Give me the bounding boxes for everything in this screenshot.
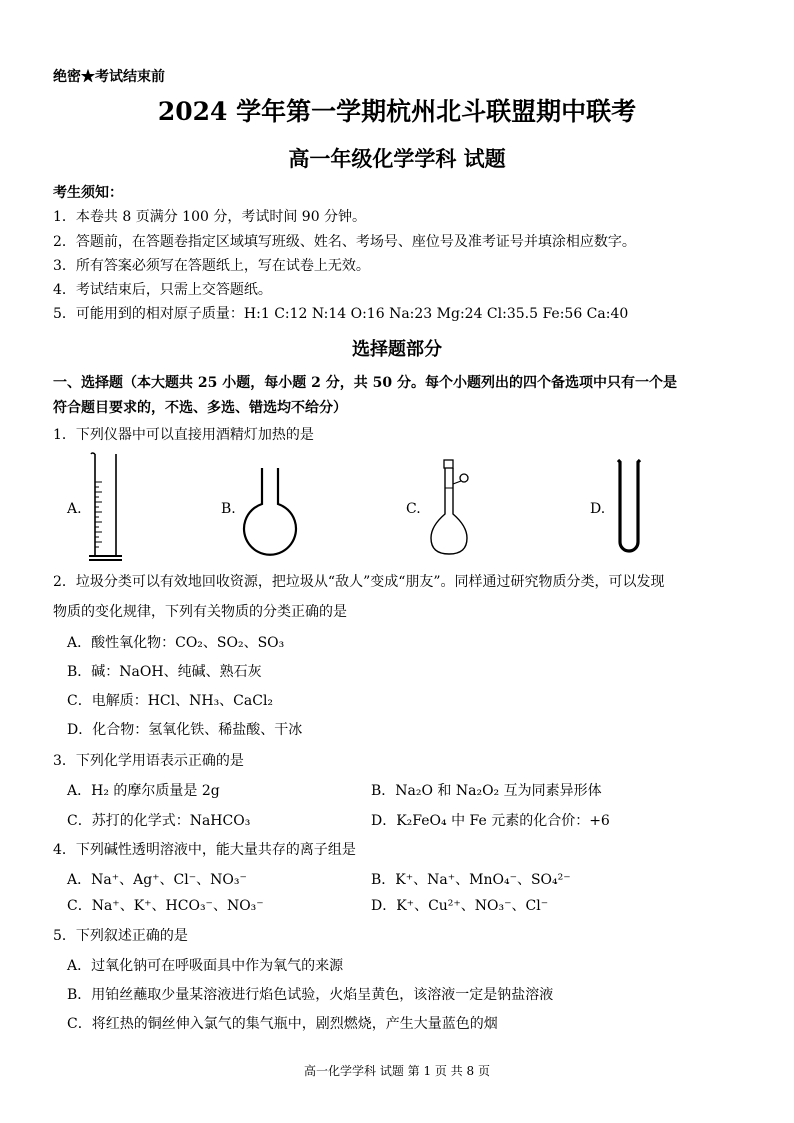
question-2-stem-line1: 2．垃圾分类可以有效地回收资源，把垃圾从“敌人”变成“朋友”。同样通过研究物质分类，可以发现: [53, 574, 665, 590]
q4-option-b: B．K⁺、Na⁺、MnO₄⁻、SO₄²⁻: [371, 872, 571, 888]
notice-item: 5．可能用到的相对原子质量：H:1 C:12 N:14 O:16 Na:23 Mg:24 Cl:35.5 Fe:56 Ca:40: [53, 306, 629, 322]
question-2-stem-line2: 物质的变化规律，下列有关物质的分类正确的是: [53, 604, 347, 620]
q5-option-a: A．过氧化钠可在呼吸面具中作为氧气的来源: [67, 958, 344, 974]
q4-option-a: A．Na⁺、Ag⁺、Cl⁻、NO₃⁻: [67, 872, 247, 888]
q1-option-a-label: A.: [67, 501, 82, 517]
q4-option-c: C．Na⁺、K⁺、HCO₃⁻、NO₃⁻: [67, 898, 264, 914]
q2-option-c: C．电解质：HCl、NH₃、CaCl₂: [67, 693, 274, 709]
q2-option-d: D．化合物：氢氧化铁、稀盐酸、干冰: [67, 722, 303, 738]
test-tube-icon: [614, 458, 644, 558]
q3-option-a: A．H₂ 的摩尔质量是 2g: [67, 783, 220, 799]
volumetric-flask-icon: [425, 458, 481, 558]
notice-item: 3．所有答案必须写在答题纸上，写在试卷上无效。: [53, 258, 370, 274]
graduated-cylinder-icon: [86, 452, 126, 564]
notice-item: 4．考试结束后，只需上交答题纸。: [53, 282, 272, 298]
question-4-stem: 4．下列碱性透明溶液中，能大量共存的离子组是: [53, 842, 356, 858]
section-intro-line1: 一、选择题（本大题共 25 小题，每小题 2 分，共 50 分。每个小题列出的四个备选项中只有一个是: [53, 375, 677, 391]
notice-item: 2．答题前，在答题卷指定区域填写班级、姓名、考场号、座位号及准考证号并填涂相应数字。: [53, 234, 636, 250]
q3-option-d: D．K₂FeO₄ 中 Fe 元素的化合价：+6: [371, 813, 610, 829]
exam-subtitle: 高一年级化学学科 试题: [288, 146, 506, 171]
notice-heading: 考生须知：: [53, 185, 123, 201]
page-footer: 高一化学学科 试题 第 1 页 共 8 页: [304, 1064, 490, 1078]
q3-option-c: C．苏打的化学式：NaHCO₃: [67, 813, 251, 829]
secret-label: 绝密★考试结束前: [53, 69, 165, 85]
notice-item: 1．本卷共 8 页满分 100 分，考试时间 90 分钟。: [53, 209, 367, 225]
q2-option-b: B．碱：NaOH、纯碱、熟石灰: [67, 664, 262, 680]
question-1-stem: 1．下列仪器中可以直接用酒精灯加热的是: [53, 427, 314, 443]
exam-title: 2024 学年第一学期杭州北斗联盟期中联考: [157, 97, 637, 126]
q1-option-c-label: C.: [406, 501, 421, 517]
q5-option-c: C．将红热的铜丝伸入氯气的集气瓶中，剧烈燃烧，产生大量蓝色的烟: [67, 1016, 498, 1032]
q4-option-d: D．K⁺、Cu²⁺、NO₃⁻、Cl⁻: [371, 898, 549, 914]
round-bottom-flask-icon: [240, 466, 300, 560]
question-5-stem: 5．下列叙述正确的是: [53, 928, 188, 944]
question-3-stem: 3．下列化学用语表示正确的是: [53, 753, 244, 769]
q2-option-a: A．酸性氧化物：CO₂、SO₂、SO₃: [67, 635, 285, 651]
q1-option-d-label: D.: [590, 501, 606, 517]
q5-option-b: B．用铂丝蘸取少量某溶液进行焰色试验，火焰呈黄色，该溶液一定是钠盐溶液: [67, 987, 554, 1003]
q3-option-b: B．Na₂O 和 Na₂O₂ 互为同素异形体: [371, 783, 602, 799]
q1-option-b-label: B.: [221, 501, 236, 517]
section-title: 选择题部分: [352, 339, 442, 360]
section-intro-line2: 符合题目要求的，不选、多选、错选均不给分）: [53, 400, 347, 416]
